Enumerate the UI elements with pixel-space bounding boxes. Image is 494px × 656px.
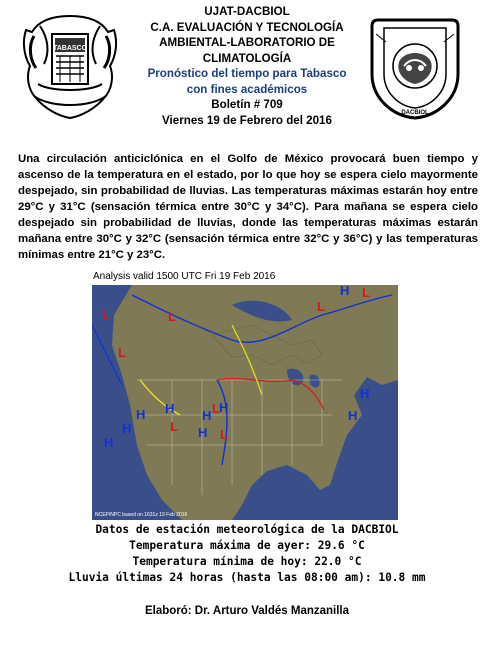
bulletin-date: Viernes 19 de Febrero del 2016 — [162, 113, 332, 127]
svg-text:L: L — [170, 419, 178, 434]
svg-text:H: H — [198, 425, 208, 440]
svg-text:L: L — [362, 285, 370, 300]
svg-text:H: H — [122, 421, 132, 436]
svg-text:H: H — [202, 408, 212, 423]
rainfall-reading: Lluvia últimas 24 horas (hasta las 08:00 am): 10.8 mm — [68, 571, 426, 584]
svg-text:H: H — [360, 386, 370, 401]
dacbiol-logo — [364, 14, 466, 122]
svg-text:H: H — [104, 435, 114, 450]
min-temp-reading: Temperatura mínima de hoy: 22.0 °C — [132, 555, 362, 568]
svg-text:H: H — [136, 407, 146, 422]
map-title: Analysis valid 1500 UTC Fri 19 Feb 2016 — [93, 271, 276, 282]
svg-text:L: L — [317, 299, 325, 314]
svg-text:TABASCO: TABASCO — [52, 45, 88, 52]
max-temp-reading: Temperatura máxima de ayer: 29.6 °C — [129, 539, 365, 552]
institution-name: UJAT-DACBIOL — [204, 5, 290, 18]
svg-text:L: L — [102, 308, 110, 323]
bulletin-header — [128, 4, 366, 128]
dacbiol-seal-icon — [364, 14, 466, 122]
svg-text:NCEP/NPC based on 1631z 19 Feb: NCEP/NPC based on 1631z 19 Feb 2016 — [95, 512, 188, 518]
svg-text:H: H — [340, 285, 350, 298]
station-data-block — [40, 522, 454, 586]
academic-body: C.A. EVALUACIÓN Y TECNOLOGÍA — [150, 20, 344, 34]
svg-text:DACBIOL: DACBIOL — [401, 110, 429, 116]
ujat-logo — [20, 12, 120, 122]
bulletin-number: Boletín # 709 — [211, 98, 283, 111]
svg-text:H: H — [348, 408, 358, 423]
svg-text:H: H — [165, 401, 175, 416]
forecast-title: Pronóstico del tiempo para Tabasco — [147, 67, 347, 80]
author-credit: Elaboró: Dr. Arturo Valdés Manzanilla — [144, 605, 350, 617]
svg-text:H: H — [219, 400, 229, 415]
svg-text:L: L — [168, 309, 176, 324]
svg-text:L: L — [118, 345, 126, 360]
laboratory-name-cont: CLIMATOLOGÍA — [202, 51, 292, 65]
weather-map-graphic — [92, 285, 398, 520]
laboratory-name: AMBIENTAL-LABORATORIO DE — [159, 36, 335, 49]
svg-text:L: L — [212, 401, 220, 416]
station-title: Datos de estación meteorológica de la DACBIOL — [95, 523, 399, 536]
ujat-seal-icon — [20, 12, 120, 122]
svg-text:L: L — [220, 427, 228, 442]
surface-analysis-map — [92, 285, 398, 520]
forecast-paragraph: Una circulación anticiclónica en el Golfo de México provocará buen tiempo y ascenso de la temperatura en el estado, por lo que hoy se espera cielo mayormente despejado, sin probabilidad de lluvias. Las temperaturas máximas estarán hoy entre 29°C y 31°C (sensación térmica entre 30°C y 34°C). Para mañana se espera cielo despejado sin probabilidad de lluvias, donde las temperaturas máximas estarán mañana entre 30°C y 32°C (sensación térmica entre 32°C y 36°C) y las temperaturas mínimas entre 21°C y 23°C. — [18, 153, 478, 261]
forecast-subtitle: con fines académicos — [186, 82, 308, 96]
